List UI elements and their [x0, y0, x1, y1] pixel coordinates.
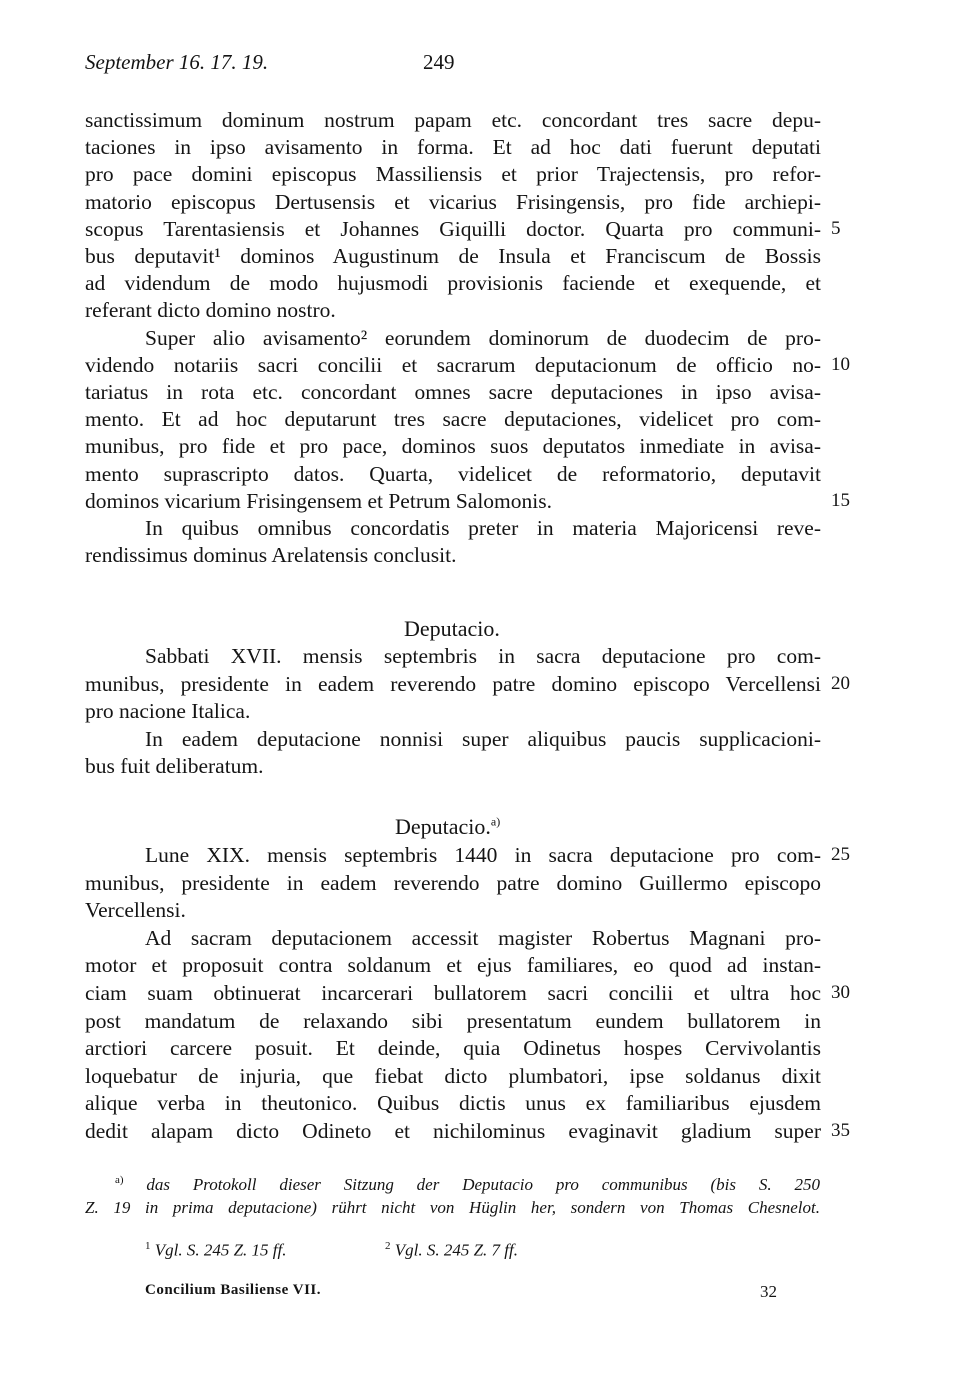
line-number: 25 [831, 844, 850, 865]
body-line: pro pace domini episcopus Massiliensis et prior Trajectensis, pro refor- [85, 162, 821, 187]
body-line: videndo notariis sacri concilii et sacrarum deputacionum de officio no- [85, 352, 821, 377]
section-2-line: bus fuit deliberatum. [85, 754, 264, 779]
body-line: mento. Et ad hoc deputarunt tres sacre deputaciones, videlicet pro com- [85, 407, 821, 432]
body-line: Super alio avisamento² eorundem dominorum de duodecim de pro- [145, 325, 821, 350]
footnote-2 [385, 1240, 518, 1261]
body-line: In quibus omnibus concordatis preter in materia Majoricensi reve- [145, 516, 821, 540]
page-number: 249 [423, 50, 455, 74]
body-line: scopus Tarentasiensis et Johannes Giquilli doctor. Quarta pro communi- [85, 216, 821, 241]
line-number: 15 [831, 489, 850, 511]
footnote-a-text-1: das Protokoll dieser Sitzung der Deputacio pro communibus (bis S. 250 [146, 1174, 820, 1194]
line-number: 5 [831, 217, 841, 239]
body-line: dominos vicarium Frisingensem et Petrum Salomonis. [85, 488, 552, 513]
body-line: matorio episcopus Dertusensis et vicarius Frisingensis, pro fide archiepi- [85, 189, 821, 214]
body-line: bus deputavit¹ dominos Augustinum de Insula et Franciscum de Bossis [85, 244, 821, 268]
section-3-line: loquebatur de injuria, que fiebat dicto plumbatori, ipse soldanus dixit [85, 1063, 821, 1088]
line-number: 30 [831, 982, 850, 1003]
body-line: tariatus in rota etc. concordant omnes sacre deputaciones in ipso avisa- [85, 380, 821, 404]
section-heading-2-label: Deputacio. [395, 814, 491, 839]
footnote-a-marker: a) [115, 1174, 124, 1186]
signature-line: Concilium Basiliense VII. [145, 1282, 321, 1298]
section-3-line: Ad sacram deputacionem accessit magister Robertus Magnani pro- [145, 925, 821, 950]
running-header: September 16. 17. 19. [85, 50, 269, 74]
body-line: rendissimus dominus Arelatensis conclusit. [85, 543, 457, 568]
body-line: ad videndum de modo hujusmodi provisionis faciende et exequende, et [85, 271, 821, 296]
body-line: sanctissimum dominum nostrum papam etc. concordant tres sacre depu- [85, 108, 821, 132]
section-3-line: Vercellensi. [85, 898, 186, 923]
section-2-line: pro nacione Italica. [85, 699, 251, 724]
footnote-1-marker: 1 [145, 1240, 151, 1252]
line-number: 35 [831, 1120, 850, 1141]
section-3-line: Lune XIX. mensis septembris 1440 in sacra deputacione pro com- [145, 843, 821, 867]
footnote-1 [145, 1240, 287, 1261]
section-3-line: ciam suam obtinuerat incarcerari bullatorem sacri concilii et ultra hoc [85, 981, 821, 1005]
body-line: munibus, pro fide et pro pace, dominos suos deputatos inmediate in avisa- [85, 434, 821, 459]
footnote-1-text: Vgl. S. 245 Z. 15 ff. [154, 1240, 287, 1260]
footnote-a-line-1 [85, 1174, 820, 1195]
body-line: referant dicto domino nostro. [85, 298, 336, 323]
footnote-a-text-2: Z. 19 in prima deputacione) rührt nicht von Hüglin her, sondern von Thomas Chesnelot. [85, 1198, 820, 1217]
footnote-a-line-2 [85, 1198, 820, 1218]
section-2-line: munibus, presidente in eadem reverendo patre domino episcopo Vercellensi [85, 671, 821, 696]
footnote-2-text: Vgl. S. 245 Z. 7 ff. [394, 1240, 519, 1260]
footnote-ref-a: a) [490, 814, 501, 829]
section-3-line: arctiori carcere posuit. Et deinde, quia Odinetus hospes Cervivolantis [85, 1036, 821, 1061]
section-3-line: post mandatum de relaxando sibi presentatum eundem bullatorem in [85, 1008, 821, 1033]
section-2-line: In eadem deputacione nonnisi super aliquibus paucis supplicacioni- [145, 726, 821, 751]
line-number: 10 [831, 353, 850, 375]
section-3-line: dedit alapam dicto Odineto et nichilominus evaginavit gladium super [85, 1119, 821, 1143]
footnote-2-marker: 2 [385, 1240, 391, 1252]
body-line: mento suprascripto datos. Quarta, videlicet de reformatorio, deputavit [85, 461, 821, 486]
section-heading-2 [395, 814, 500, 840]
body-line: taciones in ipso avisamento in forma. Et ad hoc dati fuerunt deputati [85, 135, 821, 160]
section-3-line: motor et proposuit contra soldanum et ejus familiares, eo quod ad instan- [85, 953, 821, 978]
sheet-number: 32 [760, 1282, 777, 1301]
section-3-line: munibus, presidente in eadem reverendo patre domino Guillermo episcopo [85, 870, 821, 895]
line-number: 20 [831, 672, 850, 694]
section-3-line: alique verba in theutonico. Quibus dictis unus ex familiaribus ejusdem [85, 1091, 821, 1116]
section-2-line: Sabbati XVII. mensis septembris in sacra deputacione pro com- [145, 644, 821, 668]
section-heading-1: Deputacio. [404, 616, 500, 641]
